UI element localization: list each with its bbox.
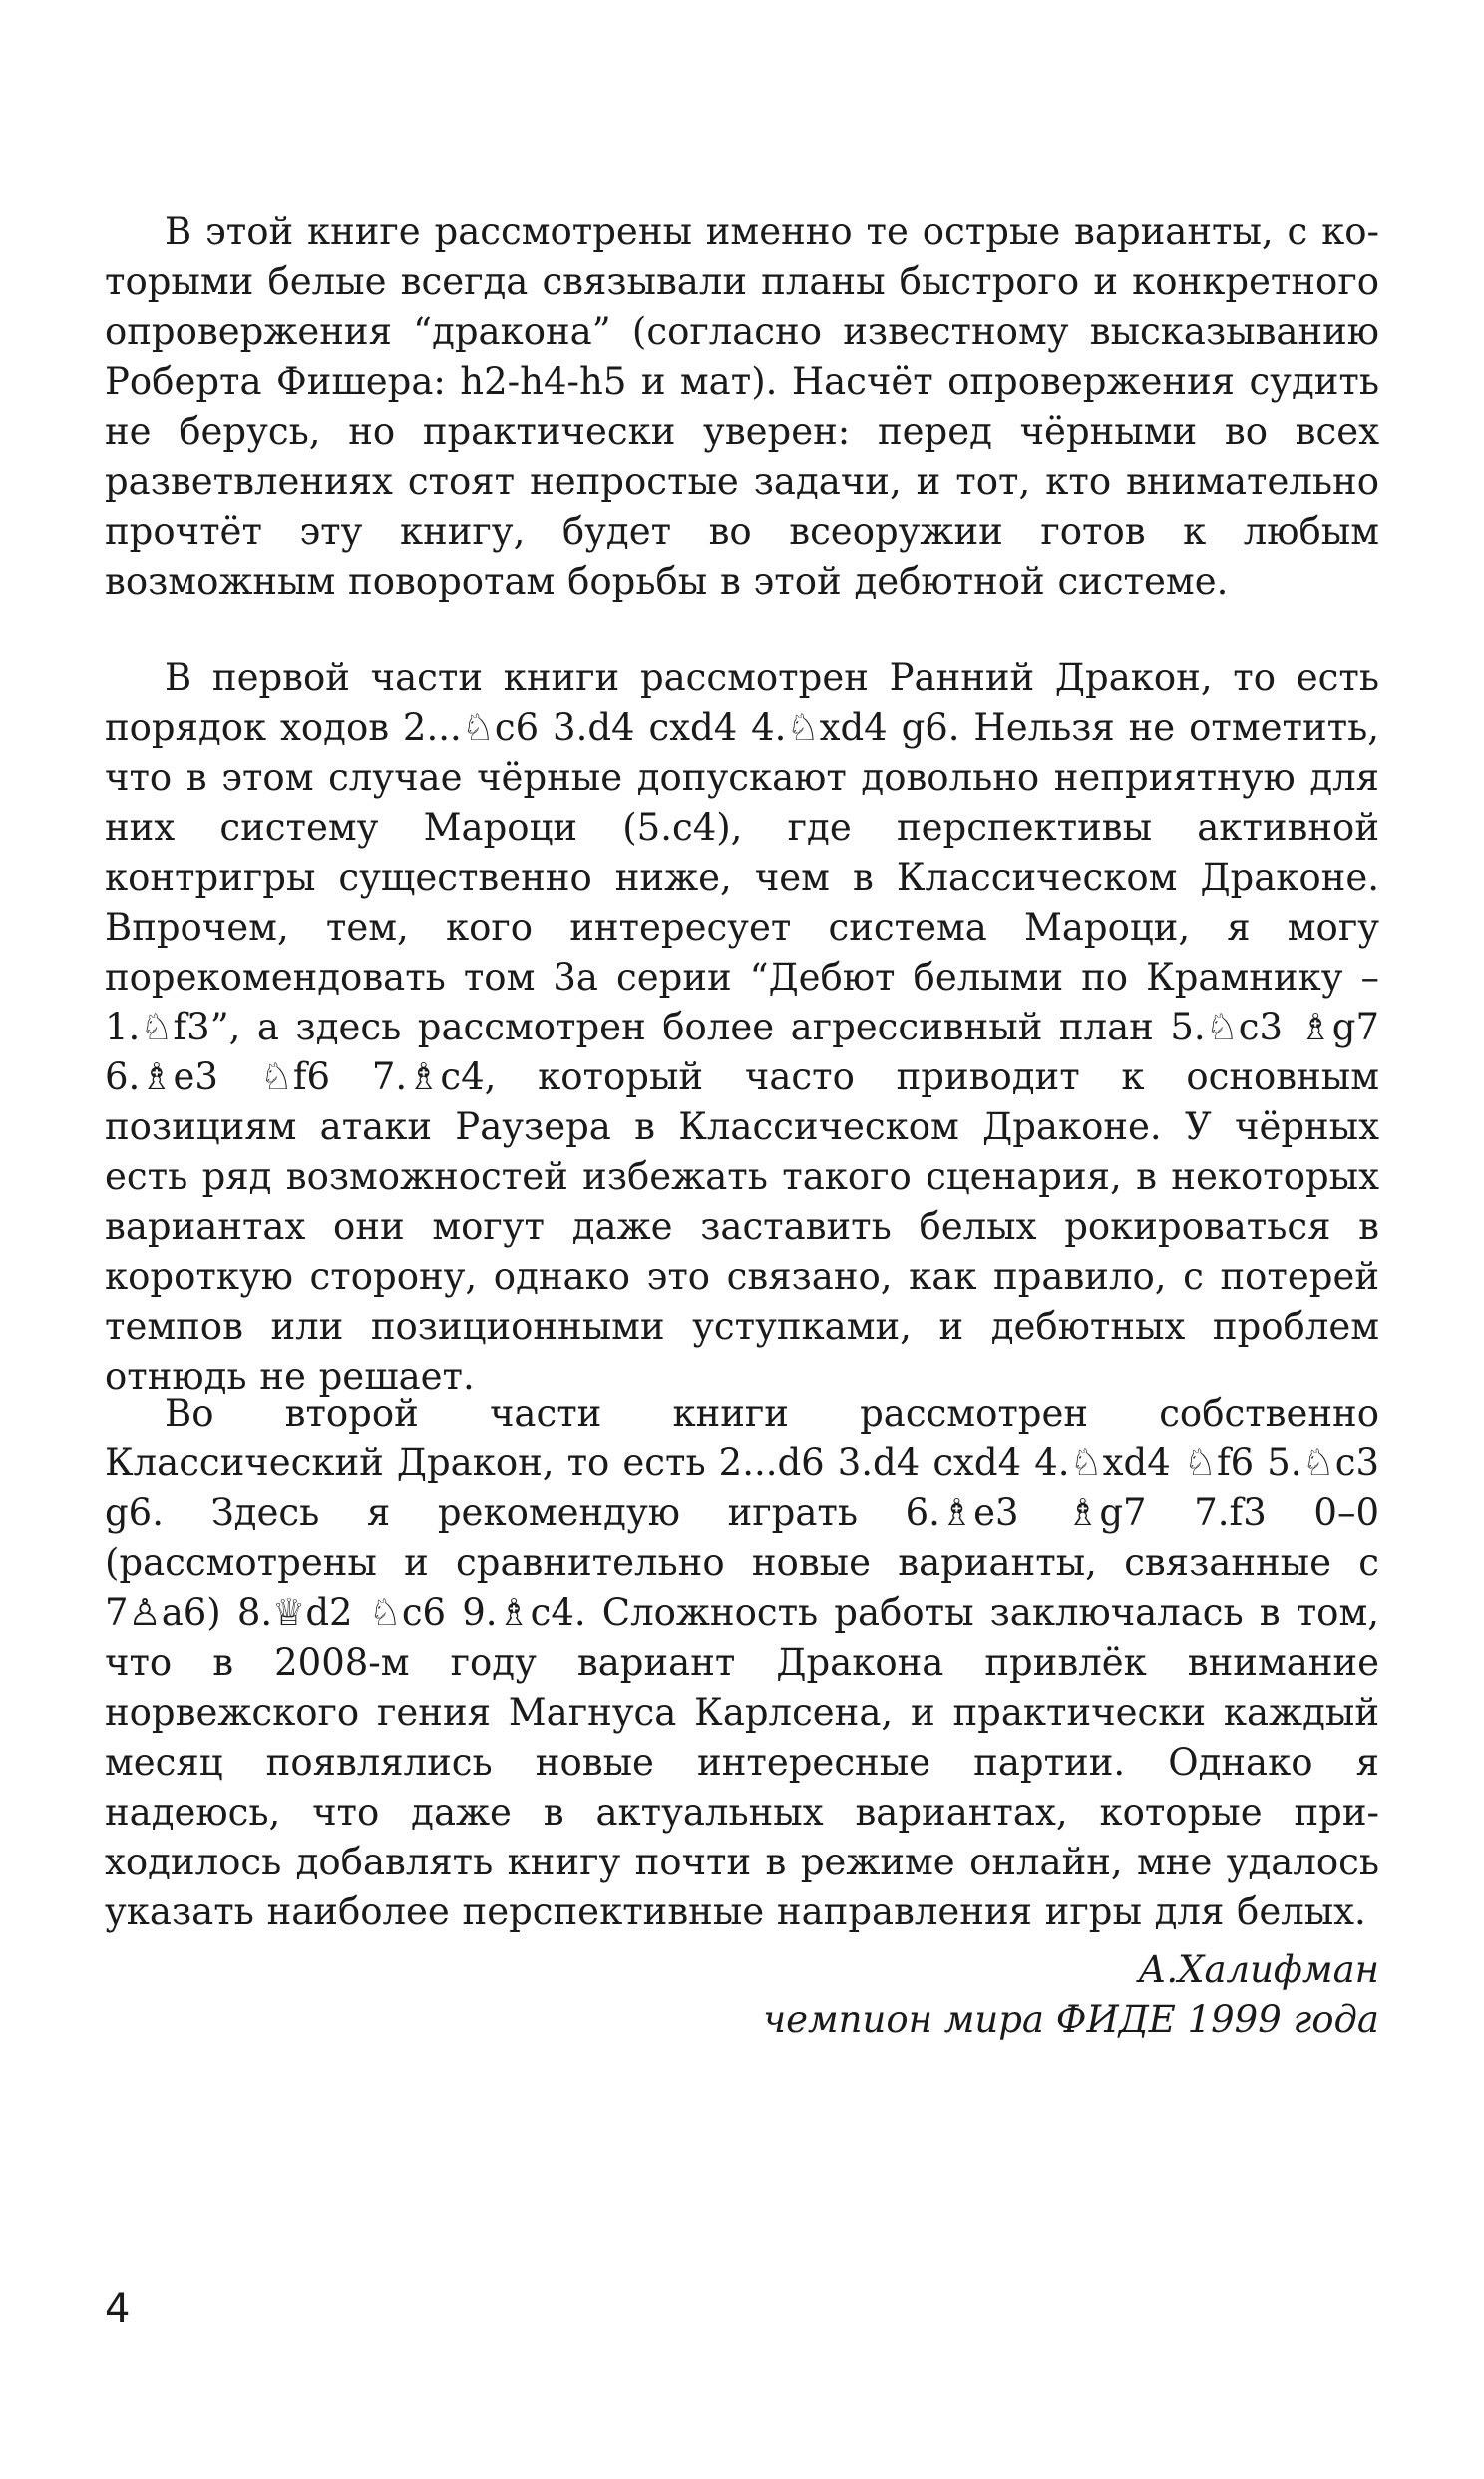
paragraph-1: В этой книге рассмотрены именно те острые варианты, с которыми белые всегда связывали планы быстрого и конкретного опровержения “дракона” (согласно известному высказыванию Роберта Фишера: h2-h4-h5 и мат). Насчёт опровержения судить не берусь, но практически уверен: перед чёрными во всех разветвлениях стоят непростые задачи, и тот, кто внимательно прочтёт эту книгу, будет во всеоружии готов к любым возможным поворотам борьбы в этой дебютной системе.	[105, 210, 1379, 603]
page-number: 4	[105, 2286, 131, 2332]
paragraph-2: В первой части книги рассмотрен Ранний Дракон, то есть порядок ходов 2...♘c6 3.d4 cxd4 4.♘xd4 g6. Нельзя не отметить, что в этом случае чёрные допускают довольно неприятную для них систему Мароци (5.c4), где перспективы активной контригры существенно ниже, чем в Классическом Драконе. Впрочем, тем, кого интересует система Мароци, я могу порекомендовать том 3а серии “Дебют белыми по Крамнику – 1.♘f3”, а здесь рассмотрен более агрессивный план 5.♘c3 ♗g7 6.♗e3 ♘f6 7.♗c4, который часто приводит к основным позициям атаки Раузера в Классическом Драконе. У чёрных есть ряд возможностей избежать такого сценария, в некоторых вариантах они могут даже заставить белых рокироваться в короткую сторону, однако это связано, как правило, с потерей темпов или позиционными уступками, и дебютных проблем отнюдь не решает.	[105, 656, 1379, 1398]
paragraph-3: Во второй части книги рассмотрен собственно Классический Дракон, то есть 2...d6 3.d4 cxd4 4.♘xd4 ♘f6 5.♘c3 g6. Здесь я рекомендую играть 6.♗e3 ♗g7 7.f3 0–0 (рассмотрены и сравнительно новые варианты, связанные с 7♙a6) 8.♕d2 ♘c6 9.♗c4. Сложность работы заключалась в том, что в 2008-м году вариант Дракона привлёк внимание норвежского гения Магнуса Карлсена, и практически каждый месяц появлялись новые интересные партии. Однако я надеюсь, что даже в актуальных вариантах, которые приходилось добавлять книгу почти в режиме онлайн, мне удалось указать наиболее перспективные направления игры для белых.	[105, 1392, 1379, 1933]
author-name: А.Халифман	[1138, 1948, 1379, 1991]
author-title: чемпион мира ФИДЕ 1999 года	[763, 1998, 1379, 2041]
